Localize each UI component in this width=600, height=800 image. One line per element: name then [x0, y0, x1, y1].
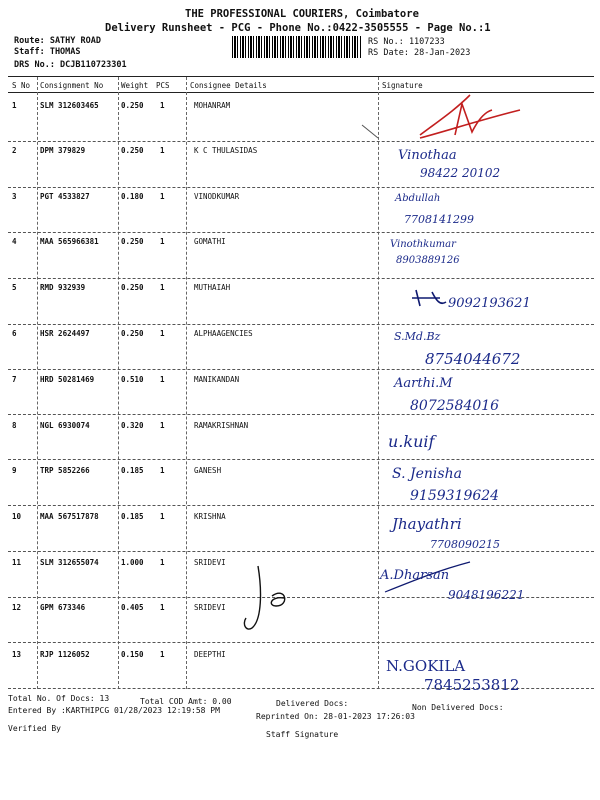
row-sno: 8	[12, 421, 17, 430]
route: Route: SATHY ROAD	[14, 36, 101, 46]
row-sno: 11	[12, 558, 22, 567]
staff: Staff: THOMAS	[14, 47, 81, 57]
col-consignee: Consignee Details	[190, 81, 267, 90]
total-docs: Total No. Of Docs: 13	[8, 694, 110, 703]
row-pcs: 1	[160, 650, 165, 659]
row-sno: 7	[12, 375, 17, 384]
row-pcs: 1	[160, 512, 165, 521]
row5-signature-phone: 9092193621	[448, 296, 531, 311]
row-weight: 0.250	[121, 329, 144, 338]
staff-signature: Staff Signature	[266, 730, 339, 739]
row9-signature-phone: 9159319624	[410, 488, 500, 504]
row8-signature-name: u.kuif	[388, 432, 435, 451]
company-name: THE PROFESSIONAL COURIERS, Coimbatore	[185, 8, 419, 20]
col-pcs: PCS	[156, 81, 170, 90]
row5-signature	[412, 290, 446, 306]
row-sno: 3	[12, 192, 17, 201]
runsheet-title: Delivery Runsheet - PCG - Phone No.:0422-3505555 - Page No.:1	[105, 22, 491, 34]
row2-signature-name: Vinothaa	[398, 148, 457, 163]
row-sno: 13	[12, 650, 22, 659]
row10-signature-phone: 7708090215	[430, 538, 500, 551]
row7-signature-name: Aarthi.M	[394, 376, 453, 391]
row-consignment: RJP 1126052	[40, 650, 90, 659]
row-consignment: DPM 379829	[40, 146, 86, 155]
row-weight: 0.185	[121, 512, 144, 521]
row7-signature-phone: 8072584016	[410, 398, 500, 414]
row-weight: 0.405	[121, 603, 144, 612]
row-consignment: HRD 50281469	[40, 375, 95, 384]
row-weight: 0.250	[121, 146, 144, 155]
row-pcs: 1	[160, 283, 165, 292]
row-consignee: MANIKANDAN	[194, 375, 240, 384]
row10-signature-name: Jhayathri	[392, 515, 462, 533]
row-sno: 10	[12, 512, 22, 521]
row-sno: 6	[12, 329, 17, 338]
row11-signature-name: A.Dharsan	[380, 568, 450, 583]
row13-signature-name: N.GOKILA	[386, 657, 466, 675]
row-consignee: SRIDEVI	[194, 603, 226, 612]
row11-signature-phone: 9048196221	[448, 588, 525, 602]
drs-number: DRS No.: DCJB110723301	[14, 60, 127, 70]
row6-signature-phone: 8754044672	[425, 350, 521, 368]
row-consignee: DEEPTHI	[194, 650, 226, 659]
row-consignee: K C THULASIDAS	[194, 146, 258, 155]
row-consignment: SLM 312603465	[40, 101, 99, 110]
row4-signature-name: Vinothkumar	[390, 239, 456, 250]
col-sno: S No	[12, 81, 31, 90]
row-consignee: GANESH	[194, 466, 222, 475]
row-weight: 0.250	[121, 237, 144, 246]
row-weight: 0.185	[121, 466, 144, 475]
row-consignee: KRISHNA	[194, 512, 226, 521]
row-consignment: GPM 673346	[40, 603, 86, 612]
row-pcs: 1	[160, 146, 165, 155]
row6-signature-name: S.Md.Bz	[394, 330, 441, 343]
row-weight: 0.320	[121, 421, 144, 430]
row-pcs: 1	[160, 421, 165, 430]
row3-signature-phone: 7708141299	[404, 213, 474, 226]
check-mark	[362, 125, 378, 138]
row4-signature-phone: 8903889126	[396, 255, 460, 266]
row-consignee: MUTHAIAH	[194, 283, 231, 292]
non-delivered-docs: Non Delivered Docs:	[412, 703, 504, 712]
row-consignment: MAA 567517878	[40, 512, 99, 521]
row-sno: 5	[12, 283, 17, 292]
row-consignee: VINODKUMAR	[194, 192, 240, 201]
row-consignment: SLM 312655074	[40, 558, 99, 567]
row3-signature-name: Abdullah	[395, 193, 441, 204]
verified-by: Verified By	[8, 724, 61, 733]
col-weight: Weight	[121, 81, 149, 90]
row-pcs: 1	[160, 192, 165, 201]
row-consignment: RMD 932939	[40, 283, 86, 292]
row-weight: 0.510	[121, 375, 144, 384]
row-consignment: MAA 565966381	[40, 237, 99, 246]
row-sno: 2	[12, 146, 17, 155]
row-weight: 0.250	[121, 283, 144, 292]
row-consignee: RAMAKRISHNAN	[194, 421, 249, 430]
row-pcs: 1	[160, 375, 165, 384]
row-weight: 0.180	[121, 192, 144, 201]
col-signature: Signature	[382, 81, 423, 90]
rs-number: RS No.: 1107233	[368, 37, 445, 47]
row-weight: 0.150	[121, 650, 144, 659]
delivered-docs: Delivered Docs:	[276, 699, 349, 708]
row-consignment: HSR 2624497	[40, 329, 90, 338]
total-cod: Total COD Amt: 0.00	[140, 697, 232, 706]
row-consignee: GOMATHI	[194, 237, 226, 246]
row-consignee: SRIDEVI	[194, 558, 226, 567]
row9-signature-name: S. Jenisha	[392, 466, 462, 482]
row-pcs: 1	[160, 466, 165, 475]
row2-signature-phone: 98422 20102	[420, 166, 501, 180]
row-pcs: 1	[160, 237, 165, 246]
row-weight: 0.250	[121, 101, 144, 110]
row-pcs: 1	[160, 558, 165, 567]
row11-signature	[244, 566, 284, 629]
row-consignment: PGT 4533827	[40, 192, 90, 201]
row-consignment: NGL 6930074	[40, 421, 90, 430]
reprinted-on: Reprinted On: 28-01-2023 17:26:03	[256, 712, 415, 721]
row-sno: 1	[12, 101, 17, 110]
row1-signature	[420, 95, 520, 138]
row-consignee: MOHANRAM	[194, 101, 231, 110]
col-consignment: Consignment No	[40, 81, 104, 90]
row-sno: 9	[12, 466, 17, 475]
entered-by: Entered By :KARTHIPCG 01/28/2023 12:19:58 PM	[8, 706, 220, 715]
row13-signature-phone: 7845253812	[424, 676, 520, 694]
row-pcs: 1	[160, 101, 165, 110]
row-consignment: TRP 5852266	[40, 466, 90, 475]
row-consignee: ALPHAAGENCIES	[194, 329, 253, 338]
row-sno: 12	[12, 603, 22, 612]
row-weight: 1.000	[121, 558, 144, 567]
rs-date: RS Date: 28-Jan-2023	[368, 48, 471, 58]
row-pcs: 1	[160, 329, 165, 338]
row-pcs: 1	[160, 603, 165, 612]
row-sno: 4	[12, 237, 17, 246]
